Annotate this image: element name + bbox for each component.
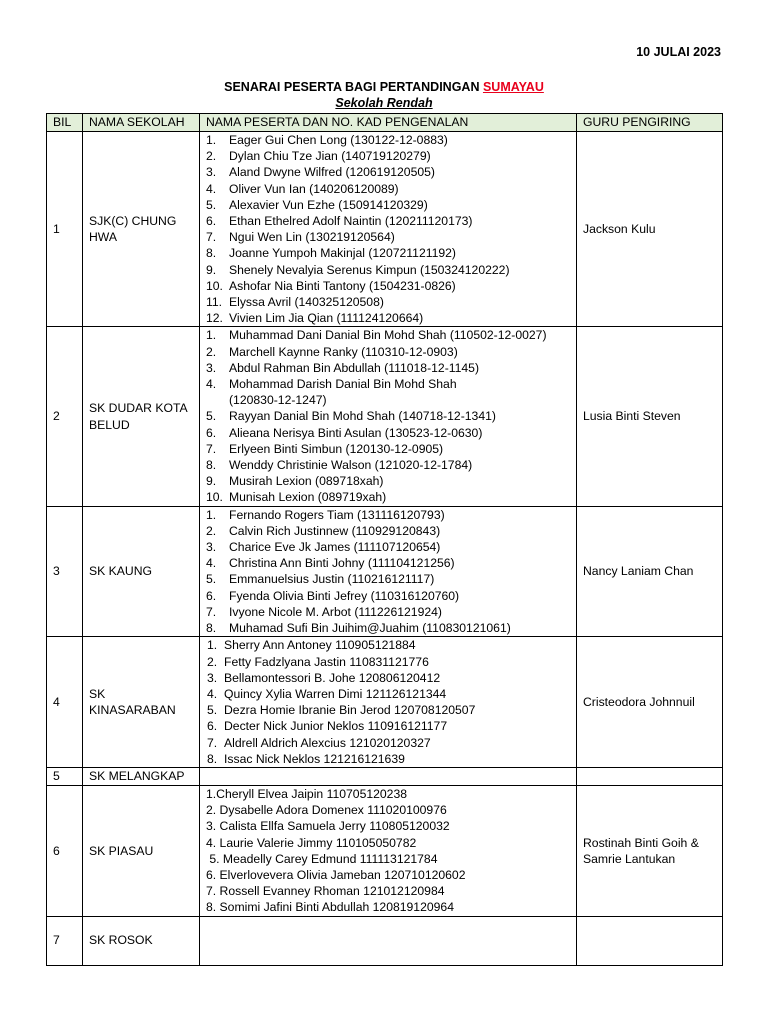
school-name-line: HWA: [89, 230, 117, 245]
participant-number: 5.: [206, 197, 217, 212]
participant-number: 1.: [206, 328, 217, 343]
participant-list: [206, 327, 570, 505]
participant-number: 4.: [206, 556, 217, 571]
participant-number: 2.: [206, 344, 217, 359]
participant-item: [206, 654, 570, 670]
participant-number: [206, 392, 229, 408]
table-row: [47, 132, 723, 327]
participant-item: [206, 213, 570, 229]
participant-number: 9.: [206, 474, 217, 489]
participant-number: 5.: [206, 409, 217, 424]
participant-number: 1.: [206, 133, 217, 147]
participant-item: 6. Elverlovevera Olivia Jameban 120710120602: [206, 867, 466, 882]
school-name-line: SJK(C) CHUNG: [89, 214, 177, 229]
participant-list-cell: [200, 327, 577, 506]
participant-name: Elyssa Avril (140325120508): [229, 295, 384, 310]
participant-item: 7. Rossell Evanney Rhoman 121012120984: [206, 884, 445, 899]
participant-item: [206, 294, 570, 310]
title-text: SENARAI PESERTA BAGI PERTANDINGAN: [224, 80, 483, 94]
header-school: NAMA SEKOLAH: [83, 114, 200, 132]
participant-name: Fetty Fadzlyana Jastin 110831121776: [224, 654, 429, 669]
participant-item: [206, 181, 570, 197]
participant-list-cell: [200, 132, 577, 327]
table-row: [47, 785, 723, 916]
row-number: 2: [47, 327, 83, 506]
participant-item: [206, 245, 570, 261]
participant-item: [206, 686, 570, 702]
participant-item: [206, 164, 570, 180]
participant-number: 12.: [206, 311, 223, 326]
participant-name: Ethan Ethelred Adolf Naintin (120211120173): [229, 214, 473, 229]
participant-item: [206, 344, 570, 360]
table-header-row: [47, 114, 723, 132]
teacher-name: Lusia Binti Steven: [577, 327, 723, 506]
participant-name: Bellamontessori B. Johe 120806120412: [224, 670, 441, 685]
participant-number: 4.: [206, 377, 217, 392]
participant-item: [206, 555, 570, 571]
school-name-line: BELUD: [89, 417, 130, 432]
participant-list: [206, 132, 570, 326]
table-row: [47, 767, 723, 785]
participant-item: [206, 620, 570, 636]
participant-item: 3. Calista Ellfa Samuela Jerry 110805120032: [206, 819, 450, 834]
table-row: [47, 637, 723, 768]
participant-item: 8. Somimi Jafini Binti Abdullah 120819120964: [206, 900, 454, 915]
participant-item: [206, 425, 570, 441]
participant-item: [206, 392, 570, 408]
participant-number: 6.: [206, 425, 217, 440]
participant-list: [206, 507, 570, 637]
participant-number: 2.: [206, 149, 217, 164]
row-number: 3: [47, 506, 83, 637]
school-name: [83, 132, 200, 327]
participant-item: [206, 310, 570, 326]
school-name: SK KINASARABAN: [83, 637, 200, 768]
participant-number: 6.: [206, 214, 217, 229]
participant-name: Fernando Rogers Tiam (131116120793): [229, 507, 445, 522]
participant-number: 2.: [206, 523, 217, 538]
participant-name: Ngui Wen Lin (130219120564): [229, 230, 395, 245]
participant-number: 10.: [206, 490, 223, 505]
participant-number: 8.: [207, 751, 218, 766]
participant-name: Ashofar Nia Binti Tantony (1504231-0826): [229, 278, 456, 293]
participant-list: [206, 637, 570, 767]
participant-list-cell: [200, 916, 577, 965]
participant-name: (120830-12-1247): [229, 393, 327, 408]
participant-item: 2. Dysabelle Adora Domenex 111020100976: [206, 803, 447, 818]
participant-name: Alieana Nerisya Binti Asulan (130523-12-0630): [229, 425, 483, 440]
teacher-name-line: Samrie Lantukan: [583, 851, 676, 866]
participant-item: [206, 197, 570, 213]
participant-name: Alexavier Vun Ezhe (150914120329): [229, 197, 428, 212]
header-bil: BIL: [47, 114, 83, 132]
participant-number: 1.: [206, 507, 217, 522]
document-title: [0, 79, 768, 95]
participant-item: [206, 670, 570, 686]
participants-table: [46, 113, 723, 966]
participant-name: Erlyeen Binti Simbun (120130-12-0905): [229, 441, 444, 456]
participant-item: [206, 588, 570, 604]
participant-list-cell: [200, 785, 577, 916]
row-number: 1: [47, 132, 83, 327]
participant-number: 4.: [206, 181, 217, 196]
participant-number: 8.: [206, 246, 217, 261]
participant-item: [206, 604, 570, 620]
participant-number: 2.: [207, 654, 218, 669]
participant-number: 10.: [206, 278, 223, 293]
row-number: 6: [47, 785, 83, 916]
participant-name: Musirah Lexion (089718xah): [229, 474, 384, 489]
participant-name: Aland Dwyne Wilfred (120619120505): [229, 165, 435, 180]
row-number: 5: [47, 767, 83, 785]
participant-name: Dezra Homie Ibranie Bin Jerod 120708120507: [224, 703, 476, 718]
participant-item: 5. Meadelly Carey Edmund 111113121784: [206, 851, 438, 866]
participant-item: [206, 702, 570, 718]
participant-item: [206, 473, 570, 489]
participant-name: Muhamad Sufi Bin Juihim@Juahim (110830121061): [229, 621, 511, 636]
participant-item: [206, 457, 570, 473]
participant-name: Christina Ann Binti Johny (111104121256): [229, 556, 455, 571]
participant-item: 4. Laurie Valerie Jimmy 110105050782: [206, 835, 417, 850]
participant-name: Wenddy Christinie Walson (121020-12-1784): [229, 458, 473, 473]
participant-name: Quincy Xylia Warren Dimi 121126121344: [224, 686, 447, 701]
participant-name: Joanne Yumpoh Makinjal (120721121192): [229, 246, 456, 261]
participant-item: [206, 751, 570, 767]
school-name: SK KAUNG: [83, 506, 200, 637]
participant-list-cell: [200, 637, 577, 768]
participant-number: 8.: [206, 621, 217, 636]
participant-item: [206, 571, 570, 587]
participant-item: [206, 148, 570, 164]
participant-name: Calvin Rich Justinnew (110929120843): [229, 523, 441, 538]
teacher-name: Cristeodora Johnnuil: [577, 637, 723, 768]
participant-name: Issac Nick Neklos 121216121639: [224, 751, 405, 766]
table-row: [47, 327, 723, 506]
table-row: [47, 506, 723, 637]
participant-item: [206, 360, 570, 376]
participant-number: 4.: [207, 686, 218, 701]
participant-number: 9.: [206, 262, 217, 277]
participant-name: Munisah Lexion (089719xah): [229, 490, 387, 505]
participant-name: Fyenda Olivia Binti Jefrey (110316120760): [229, 588, 460, 603]
participant-number: 7.: [206, 441, 217, 456]
participant-item: [206, 278, 570, 294]
participant-number: 6.: [207, 719, 218, 734]
participant-number: 3.: [206, 360, 217, 375]
header-participants: NAMA PESERTA DAN NO. KAD PENGENALAN: [200, 114, 577, 132]
participant-item: [206, 539, 570, 555]
participant-name: Marchell Kaynne Ranky (110310-12-0903): [229, 344, 458, 359]
participant-item: [206, 489, 570, 505]
header-teacher: GURU PENGIRING: [577, 114, 723, 132]
participant-number: 5.: [206, 572, 217, 587]
teacher-name: [577, 785, 723, 916]
teacher-name: Nancy Laniam Chan: [577, 506, 723, 637]
participant-name: Dylan Chiu Tze Jian (140719120279): [229, 149, 431, 164]
participant-name: Aldrell Aldrich Alexcius 121020120327: [224, 735, 431, 750]
participant-item: [206, 262, 570, 278]
school-name: SK PIASAU: [83, 785, 200, 916]
participant-name: Eager Gui Chen Long (130122-12-0883): [229, 133, 448, 147]
participant-name: Shenely Nevalyia Serenus Kimpun (150324120222): [229, 262, 510, 277]
table-row: [47, 916, 723, 965]
participant-number: 3.: [207, 670, 218, 685]
participant-name: Abdul Rahman Bin Abdullah (111018-12-1145): [229, 360, 480, 375]
participant-name: Oliver Vun Ian (140206120089): [229, 181, 399, 196]
participant-item: 1.Cheryll Elvea Jaipin 110705120238: [206, 786, 408, 801]
document-subtitle: Sekolah Rendah: [335, 96, 433, 110]
participant-name: Decter Nick Junior Neklos 110916121177: [224, 719, 448, 734]
participant-item: [206, 327, 570, 343]
participant-name: Sherry Ann Antoney 110905121884: [224, 638, 416, 653]
participant-item: [206, 523, 570, 539]
participant-number: 7.: [206, 230, 217, 245]
teacher-name-line: Rostinah Binti Goih &: [583, 835, 699, 850]
row-number: 7: [47, 916, 83, 965]
participant-list-cell: [200, 506, 577, 637]
participant-list-plain: [206, 786, 570, 916]
participant-list-cell: [200, 767, 577, 785]
participant-number: 3.: [206, 165, 217, 180]
participant-name: Emmanuelsius Justin (110216121117): [229, 572, 435, 587]
school-name: [83, 327, 200, 506]
participant-item: [206, 441, 570, 457]
participant-name: Vivien Lim Jia Qian (111124120664): [229, 311, 424, 326]
teacher-name: [577, 767, 723, 785]
participant-number: 8.: [206, 458, 217, 473]
participant-name: Rayyan Danial Bin Mohd Shah (140718-12-1341): [229, 409, 496, 424]
participant-name: Charice Eve Jk James (111107120654): [229, 540, 441, 555]
participant-number: 3.: [206, 540, 217, 555]
participant-name: Ivyone Nicole M. Arbot (111226121924): [229, 604, 442, 619]
participant-number: 1.: [207, 638, 218, 653]
school-name: SK ROSOK: [83, 916, 200, 965]
teacher-name: [577, 916, 723, 965]
row-number: 4: [47, 637, 83, 768]
participant-number: 7.: [206, 604, 217, 619]
participant-number: 6.: [206, 588, 217, 603]
school-name-line: SK DUDAR KOTA: [89, 401, 188, 416]
school-name: SK MELANGKAP: [83, 767, 200, 785]
participant-item: [206, 132, 570, 148]
participant-number: 5.: [207, 703, 218, 718]
participant-number: 7.: [207, 735, 218, 750]
participant-name: Mohammad Darish Danial Bin Mohd Shah: [229, 377, 457, 392]
document-date: 10 JULAI 2023: [636, 45, 721, 59]
title-highlight: SUMAYAU: [482, 80, 544, 94]
participant-item: [206, 735, 570, 751]
participant-item: [206, 376, 570, 392]
participant-name: Muhammad Dani Danial Bin Mohd Shah (110502-12-0027): [229, 328, 547, 343]
participant-item: [206, 718, 570, 734]
participant-item: [206, 507, 570, 523]
participant-item: [206, 408, 570, 424]
teacher-name: Jackson Kulu: [577, 132, 723, 327]
participant-item: [206, 637, 570, 653]
participant-number: 11.: [206, 295, 223, 310]
participant-item: [206, 229, 570, 245]
